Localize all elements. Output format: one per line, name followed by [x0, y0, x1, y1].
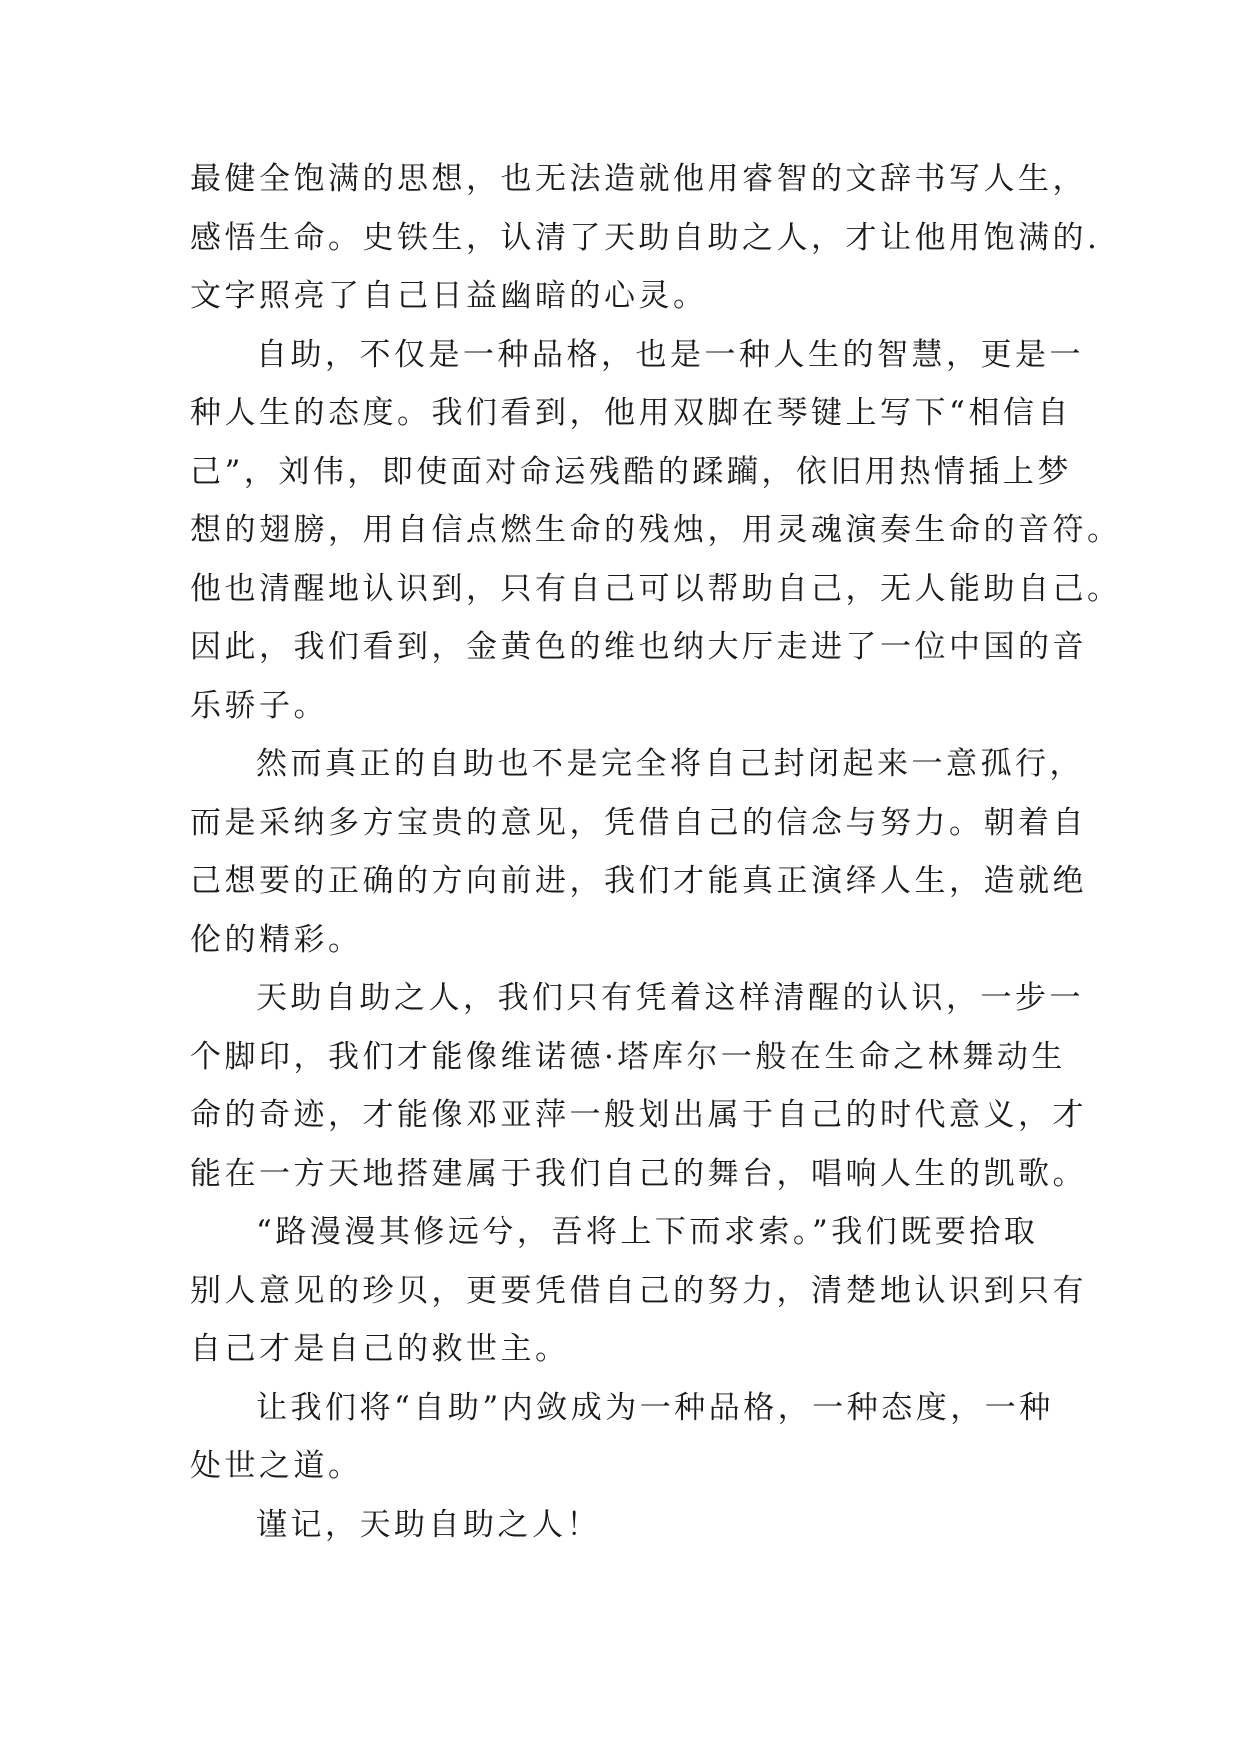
paragraph-4 — [190, 969, 1087, 1203]
text-line: 己”，刘伟，即使面对命运残酷的蹂躏，依旧用热情插上梦 — [190, 453, 1072, 490]
text-line: 己想要的正确的方向前进，我们才能真正演绎人生，造就绝 — [190, 863, 1087, 899]
text-line: 文字照亮了自己日益幽暗的心灵。 — [190, 278, 708, 314]
paragraph-2 — [190, 326, 1122, 736]
text-line: 感悟生命。史铁生，认清了天助自助之人，才让他用饱满的. — [190, 219, 1101, 256]
text-line: 而是采纳多方宝贵的意见，凭借自己的信念与努力。朝着自 — [190, 804, 1087, 841]
paragraph-5 — [190, 1203, 1087, 1379]
paragraph-1 — [190, 150, 1101, 326]
text-line: 谨记，天助自助之人！ — [256, 1506, 601, 1543]
text-line: 自己才是自己的救世主。 — [190, 1331, 570, 1367]
text-line: 天助自助之人，我们只有凭着这样清醒的认识，一步一 — [256, 980, 1084, 1016]
text-line: 能在一方天地搭建属于我们自己的舞台，唱响人生的凯歌。 — [190, 1155, 1087, 1192]
text-line: “路漫漫其修远兮，吾将上下而求索。”我们既要拾取 — [256, 1214, 1039, 1250]
text-line: 想的翅膀，用自信点燃生命的残烛，用灵魂演奏生命的音符。 — [190, 512, 1122, 548]
text-line: 让我们将“自助”内敛成为一种品格，一种态度，一种 — [256, 1389, 1054, 1426]
text-line: 乐骄子。 — [190, 687, 328, 724]
text-line: 因此，我们看到，金黄色的维也纳大厅走进了一位中国的音 — [190, 629, 1087, 665]
text-line: 种人生的态度。我们看到，他用双脚在琴键上写下“相信自 — [190, 395, 1072, 431]
paragraph-3 — [190, 735, 1087, 969]
text-line: 处世之道。 — [190, 1448, 363, 1484]
document-page — [190, 150, 1122, 1554]
text-line: 最健全饱满的思想，也无法造就他用睿智的文辞书写人生， — [190, 161, 1087, 197]
paragraph-7 — [190, 1496, 1060, 1555]
text-line: 他也清醒地认识到，只有自己可以帮助自己，无人能助自己。 — [190, 570, 1122, 607]
text-line: 伦的精彩。 — [190, 921, 363, 958]
text-line: 自助，不仅是一种品格，也是一种人生的智慧，更是一 — [256, 336, 1084, 373]
text-line: 命的奇迹，才能像邓亚萍一般划出属于自己的时代意义，才 — [190, 1097, 1087, 1133]
text-line: 别人意见的珍贝，更要凭借自己的努力，清楚地认识到只有 — [190, 1272, 1087, 1309]
text-line: 个脚印，我们才能像维诺德·塔库尔一般在生命之林舞动生 — [190, 1038, 1066, 1075]
text-line: 然而真正的自助也不是完全将自己封闭起来一意孤行， — [256, 746, 1084, 782]
paragraph-6 — [190, 1379, 1060, 1496]
